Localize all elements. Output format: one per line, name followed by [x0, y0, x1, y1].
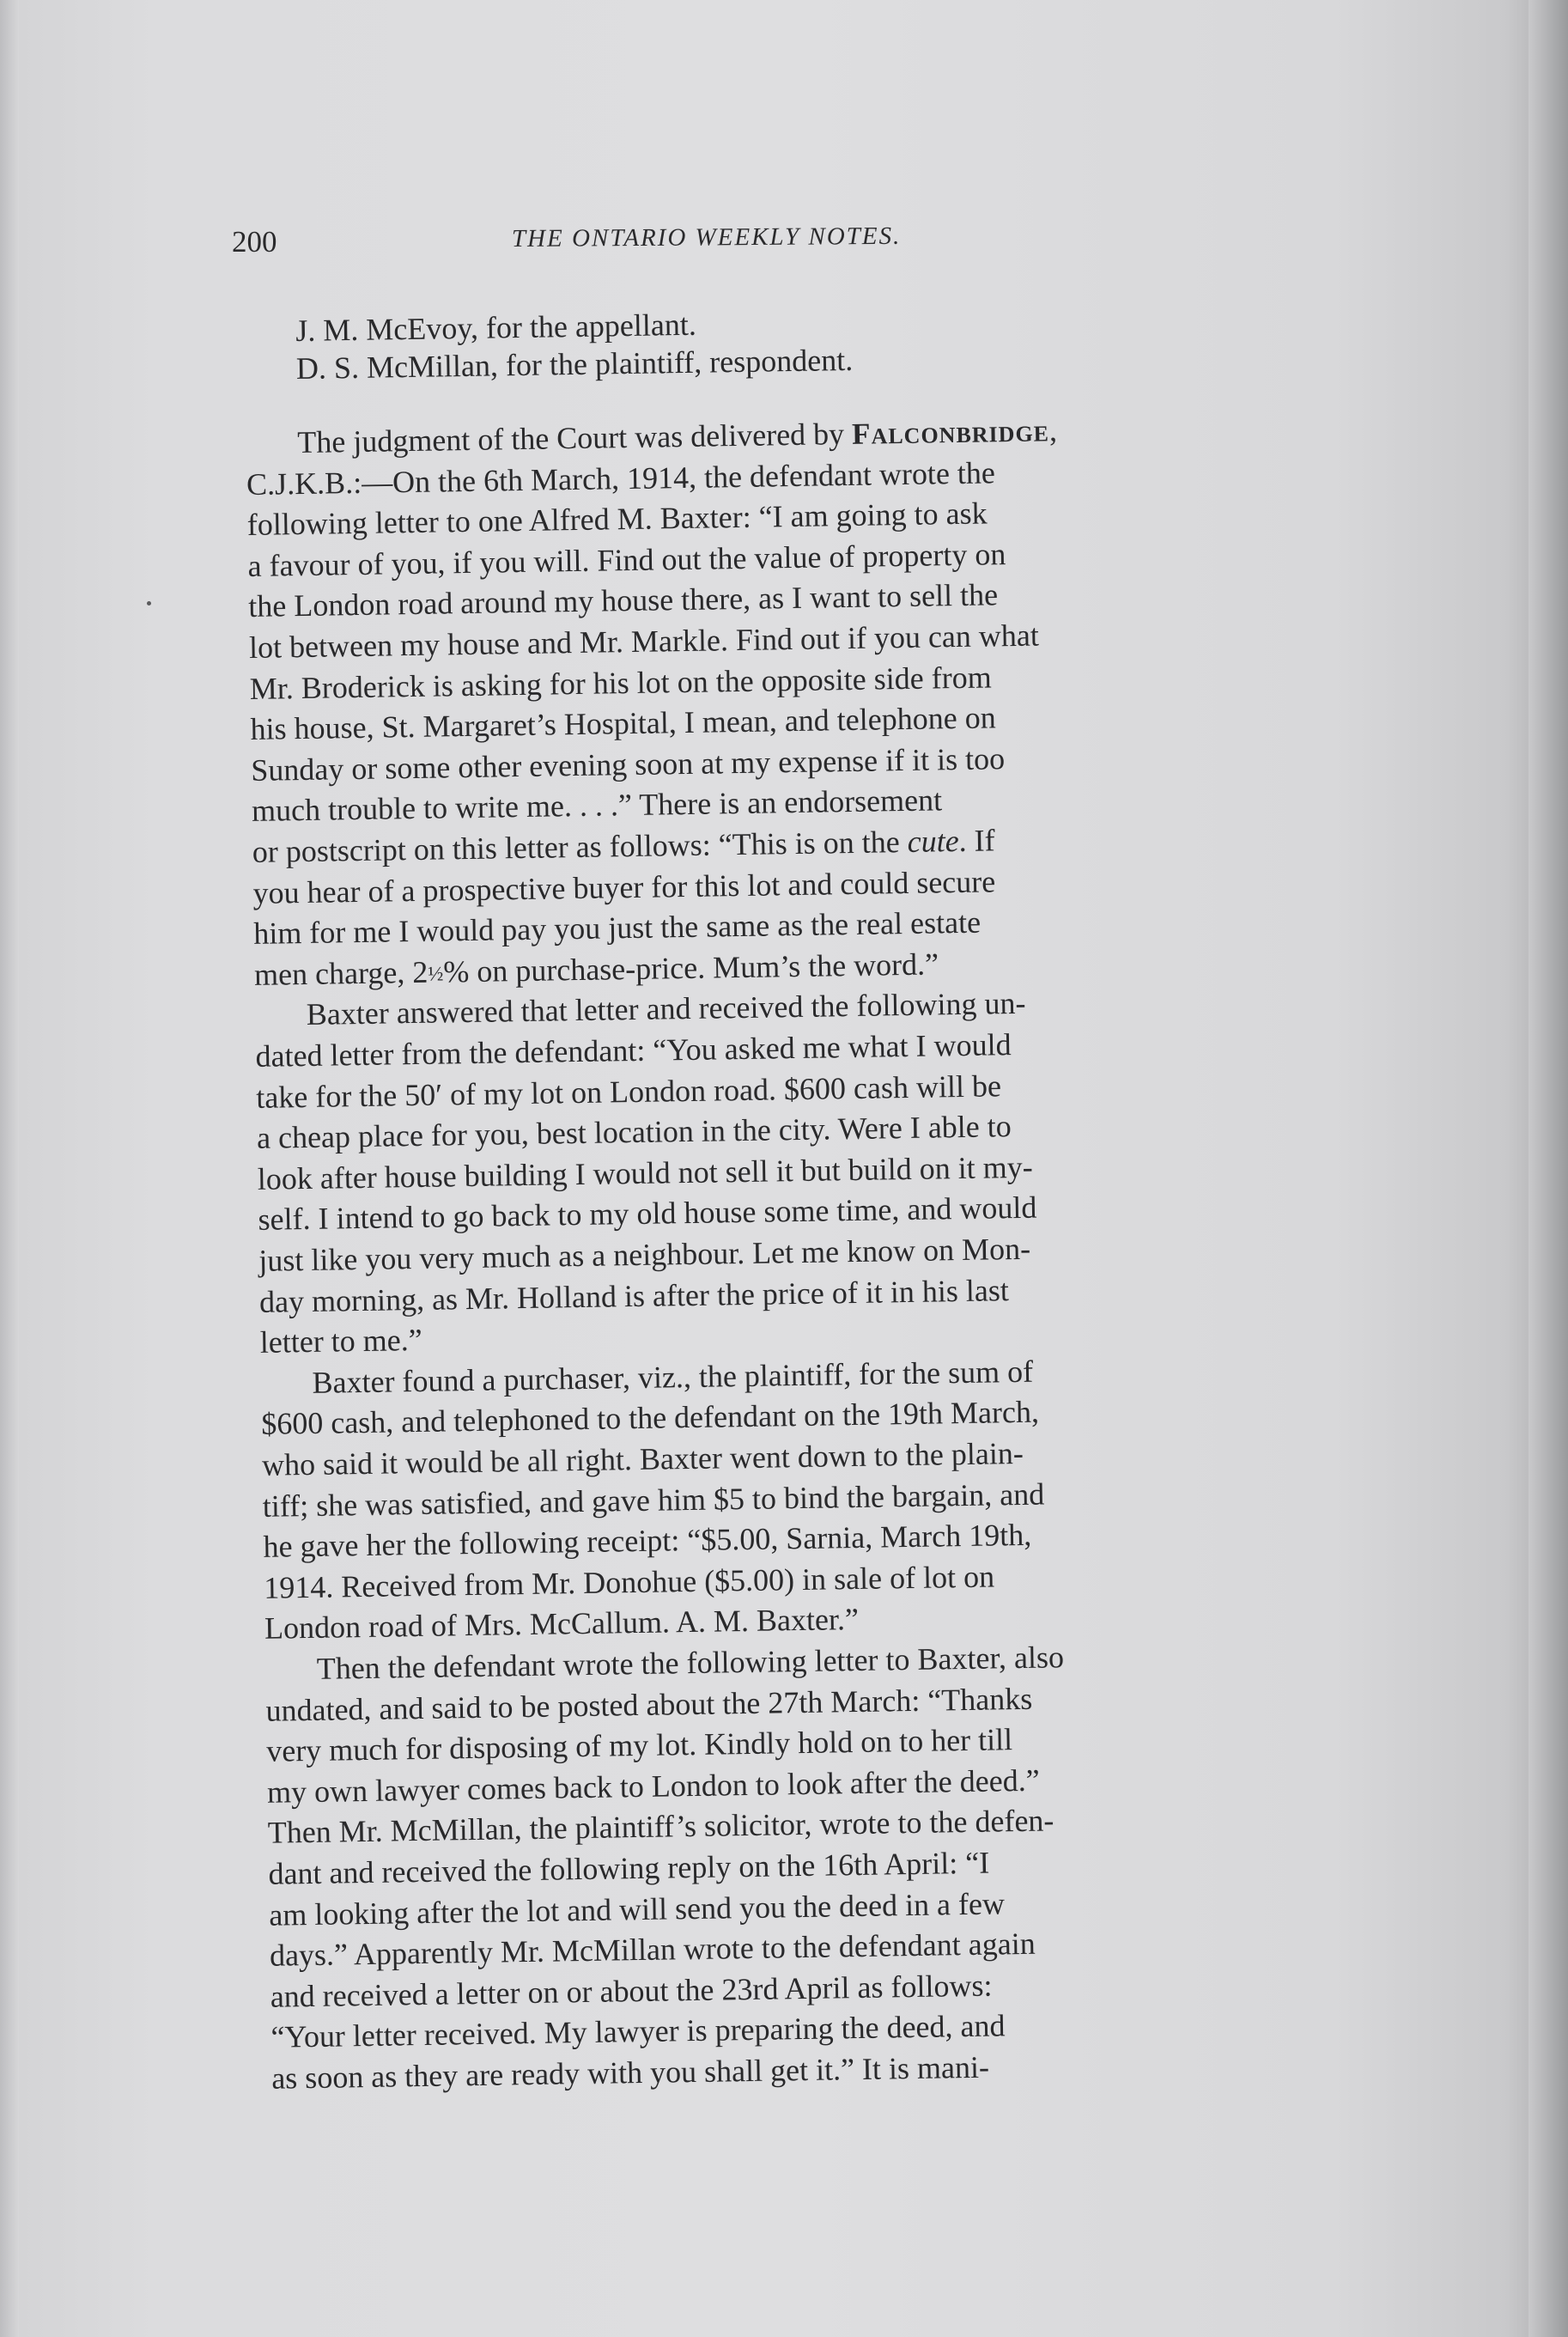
text-line: as soon as they are ready with you shall get it.” It is mani-: [270, 2049, 990, 2096]
text-line: am looking after the lot and will send you the deed in a few: [268, 1885, 1006, 1932]
text-line: Then the defendant wrote the following letter to Baxter, also: [316, 1640, 1065, 1686]
text-run: . If: [958, 823, 995, 858]
text-line: self. I intend to go back to my old house some time, and would: [258, 1190, 1037, 1238]
text-line: my own lawyer comes back to London to look after the deed.”: [266, 1762, 1040, 1810]
text-line: a cheap place for you, best location in the city. Were I able to: [256, 1109, 1012, 1156]
text-line: and received a letter on or about the 23rd April as follows:: [270, 1968, 993, 2014]
text-line: $600 cash, and telephoned to the defendant on the 19th March,: [260, 1395, 1040, 1442]
text-line: the London road around my house there, as I want to sell the: [248, 577, 999, 624]
text-line: 1914. Received from Mr. Donohue ($5.00) in sale of lot on: [263, 1559, 995, 1605]
text-line: “Your letter received. My lawyer is preparing the deed, and: [270, 2008, 1006, 2055]
page-number: 200: [232, 225, 277, 259]
text-line: who said it would be all right. Baxter went down to the plain-: [261, 1435, 1024, 1482]
text-line: dant and received the following reply on the 16th April: “I: [268, 1845, 990, 1891]
text-line: look after house building I would not sell it but build on it my-: [257, 1149, 1033, 1196]
text-line: days.” Apparently Mr. McMillan wrote to the defendant again: [269, 1926, 1036, 1973]
text-run: ALCONBRIDGE: [871, 421, 1050, 449]
text-run: men charge, 2: [253, 954, 428, 992]
text-line: letter to me.”: [259, 1323, 423, 1360]
running-header: [228, 222, 1001, 265]
text-run: F: [851, 417, 872, 451]
text-line: Sunday or some other evening soon at my expense if it is too: [251, 740, 1006, 788]
body-text: [244, 297, 1353, 2096]
text-line: Baxter found a purchaser, viz., the plaintiff, for the sum of: [312, 1354, 1034, 1400]
ink-speck: [147, 601, 151, 606]
text-line: you hear of a prospective buyer for this lot and could secure: [252, 863, 996, 910]
text-run: % on purchase-price. Mum’s the word.”: [443, 946, 939, 989]
text-line: him for me I would pay you just the same as the real estate: [253, 904, 982, 952]
text-run: The judgment of the Court was delivered by: [297, 416, 853, 460]
text-line: [254, 946, 939, 995]
text-line: day morning, as Mr. Holland is after the price of it in his last: [258, 1272, 1010, 1319]
text-line: dated letter from the defendant: “You asked me what I would: [255, 1027, 1012, 1074]
counsel-line-respondent: D. S. McMillan, for the plaintiff, respondent.: [295, 342, 854, 386]
text-line: much trouble to write me. . . .” There is an endorsement: [251, 782, 943, 829]
text-line: his house, St. Margaret’s Hospital, I mean, and telephone on: [250, 700, 996, 747]
text-line: he gave her the following receipt: “$5.00, Sarnia, March 19th,: [263, 1517, 1032, 1565]
page-edge-right: [1528, 0, 1568, 2337]
text-line: C.J.K.B.:—On the 6th March, 1914, the defendant wrote the: [246, 454, 996, 502]
page-edge-left: [0, 0, 19, 2337]
text-run: or postscript on this letter as follows: “This is on the: [252, 824, 908, 869]
text-line: following letter to one Alfred M. Baxter: “I am going to ask: [246, 496, 988, 543]
text-line: [252, 823, 995, 869]
text-line: a favour of you, if you will. Find out the value of property on: [247, 536, 1006, 583]
running-title: THE ONTARIO WEEKLY NOTES.: [511, 222, 902, 253]
text-line: Mr. Broderick is asking for his lot on the opposite side from: [249, 659, 992, 706]
text-line: just like you very much as a neighbour. Let me know on Mon-: [258, 1231, 1031, 1278]
text-line: London road of Mrs. McCallum. A. M. Baxter.”: [264, 1602, 860, 1646]
text-line: very much for disposing of my lot. Kindly hold on to her till: [265, 1722, 1013, 1768]
text-run: ,: [1048, 413, 1058, 448]
text-run: cute: [907, 823, 959, 859]
text-line: lot between my house and Mr. Markle. Find out if you can what: [248, 618, 1040, 665]
text-run: ½: [428, 963, 444, 986]
text-line: tiff; she was satisfied, and gave him $5 to bind the bargain, and: [262, 1476, 1045, 1524]
text-line: Then Mr. McMillan, the plaintiff’s solicitor, wrote to the defen-: [267, 1803, 1054, 1851]
text-line: undated, and said to be posted about the 27th March: “Thanks: [265, 1681, 1033, 1728]
text-line: Baxter answered that letter and received the following un-: [306, 986, 1026, 1032]
text-line: take for the 50′ of my lot on London road. $600 cash will be: [256, 1068, 1002, 1115]
counsel-line-appellant: J. M. McEvoy, for the appellant.: [295, 307, 697, 349]
